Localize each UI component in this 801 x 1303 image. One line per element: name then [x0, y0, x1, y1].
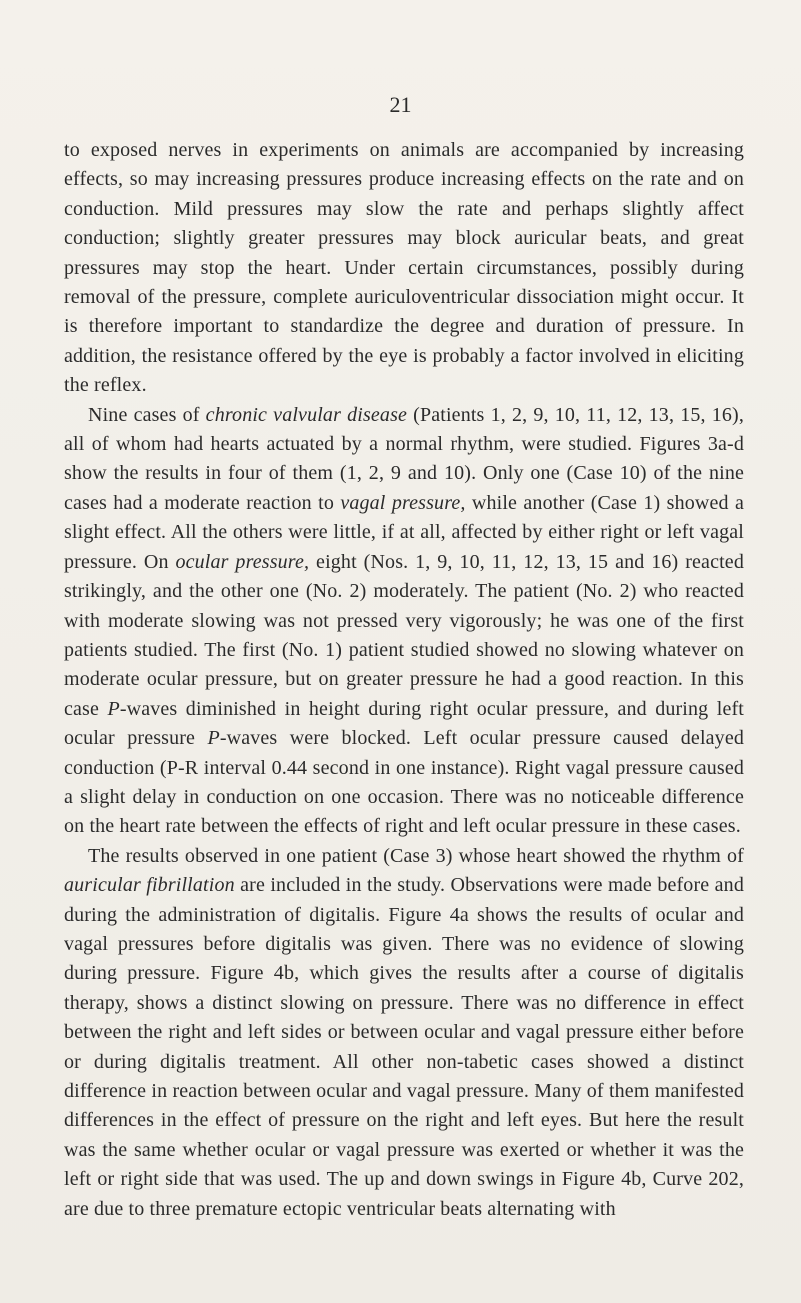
text-run: The results observed in one patient (Case 3) whose heart showed the rhythm of — [88, 844, 744, 867]
text-run: -waves diminished in height during right ocular pressure, and during left ocular pressure — [64, 697, 744, 750]
italic-text: P — [107, 697, 120, 720]
paragraph — [64, 842, 744, 1224]
text-run: -waves were blocked. Left ocular pressure caused delayed conduction (P-R interval 0.44 second in one instance). Right vagal pressure caused a slight delay in conduction on one occasion. There was no noticeable difference on the heart rate between the effects of right and left ocular pressure in these cases. — [64, 727, 745, 838]
text-run: Nine cases of — [88, 403, 206, 426]
text-run: (Patients 1, 2, 9, 10, 11, 12, 13, 15, 16), all of whom had hearts actuated by a normal rhythm, were studied. Figures 3a-d show the results in four of them (1, 2, 9 and 10). Only one (Case 10) of the nine cases had a moderate reaction to — [64, 403, 744, 514]
text-run: eight (Nos. 1, 9, 10, 11, 12, 13, 15 and 16) reacted strikingly, and the other one (No. 2) moderately. The patient (No. 2) who reacted with moderate slowing was not pressed very vigorously; he was one of the first patients studied. The first (No. 1) patient studied showed no slowing whatever on moderate ocular pressure, but on greater pressure he had a good reaction. In this case — [64, 550, 744, 720]
italic-text: ocular pressure, — [175, 550, 310, 573]
italic-text: auricular fibrillation — [64, 874, 235, 897]
italic-text: vagal pressure, — [340, 491, 466, 514]
body-text — [64, 136, 744, 1224]
text-run: to exposed nerves in experiments on animals are accompanied by increasing effects, so may increasing pressures produce increasing effects on the rate and on conduction. Mild pressures may slow the rate and perhaps slightly affect conduction; slightly greater pressures may block auricular beats, and great pressures may stop the heart. Under certain circumstances, possibly during removal of the pressure, complete auriculoventricular dissociation might occur. It is therefore important to standardize the degree and duration of pressure. In addition, the resistance offered by the eye is probably a factor involved in eliciting the reflex. — [64, 139, 744, 397]
italic-text: P — [207, 727, 220, 750]
text-run: are included in the study. Observations were made before and during the administration of digitalis. Figure 4a shows the results of ocular and vagal pressures before digitalis was given. There was no evidence of slowing during pressure. Figure 4b, which gives the results after a course of digitalis therapy, shows a distinct slowing on pressure. There was no difference in effect between the right and left sides or between ocular and vagal pressure either before or during digitalis treatment. All other non-tabetic cases showed a distinct difference in reaction between ocular and vagal pressure. Many of them manifested differences in the effect of pressure on the right and left eyes. But here the result was the same whether ocular or vagal pressure was exerted or whether it was the left or right side that was used. The up and down swings in Figure 4b, Curve 202, are due to three premature ectopic ventricular beats alternating with — [64, 874, 744, 1220]
italic-text: chronic valvular disease — [205, 403, 408, 426]
paragraph — [64, 401, 744, 842]
page-number: 21 — [389, 92, 412, 117]
text-run: while another (Case 1) showed a slight effect. All the others were little, if at all, affected by either right or left vagal pressure. On — [64, 491, 744, 573]
paragraph — [64, 136, 744, 401]
